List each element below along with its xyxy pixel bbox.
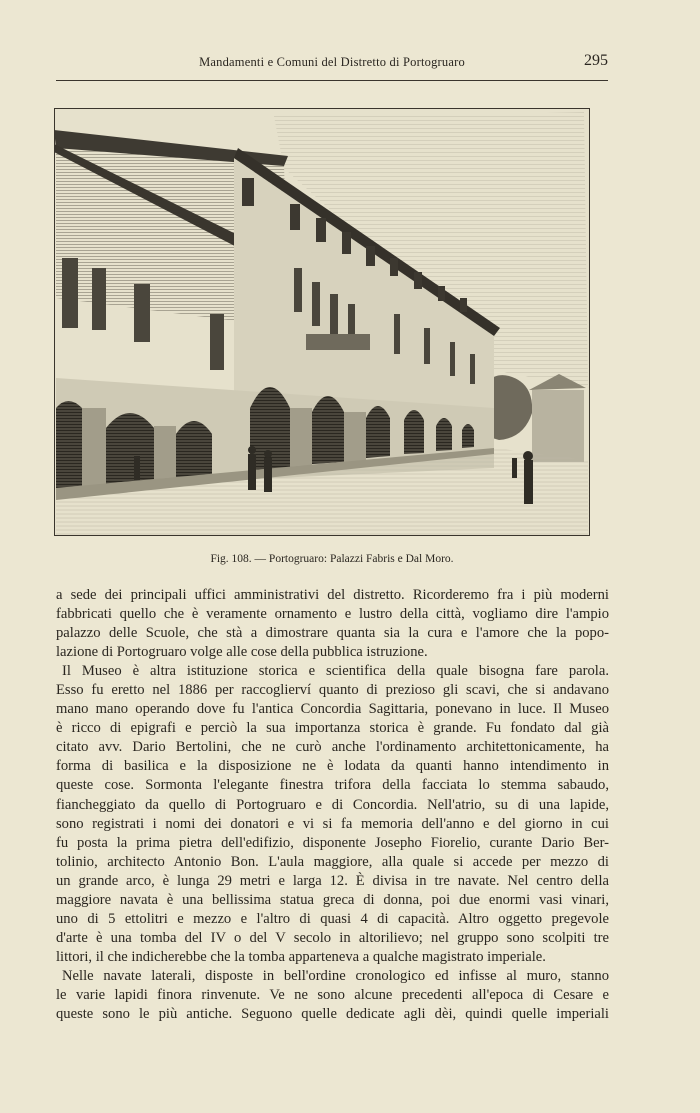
text-line: fiancheggiato da quello di Portogruaro e di Concordia. Nell'atrio, su di una lapide,	[56, 796, 609, 813]
engraving-illustration	[54, 108, 590, 536]
text-line: forma di basilica e la disposizione ne è lodata da quanti hanno intendimento in	[56, 758, 609, 775]
figure-caption: Fig. 108. — Portogruaro: Palazzi Fabris e Dal Moro.	[210, 553, 454, 565]
text-line: è ricco di epigrafi e perciò la sua importanza storica è grande. Fu fondato dal già	[56, 720, 609, 737]
text-line: queste cose. Sormonta l'elegante finestra trifora della facciata lo stemma sabaudo,	[56, 777, 609, 794]
text-line: a sede dei principali uffici amministrativi del distretto. Ricorderemo fra i più moderni	[56, 587, 609, 603]
text-line: tolinio, architecto Antonio Bon. L'aula maggiore, alla quale si accede per mezzo di	[56, 853, 609, 870]
text-line: littori, il che indicherebbe che la tomba apparteneva a qualche magistrato imperiale.	[56, 948, 546, 965]
text-line: maggiore navata è una bellissima statua greca di donna, poi due enormi vasi vinari,	[56, 891, 609, 908]
text-line: queste sono le più antiche. Seguono quelle dedicate agli dèi, quindi quelle imperiali	[56, 1006, 609, 1023]
text-line: le varie lapidi finora rinvenute. Ve ne sono alcune precedenti all'epoca di Cesare e	[56, 986, 609, 1003]
text-line: fabbricati quello che è veramente ornamento e lustro della città, vogliamo dire l'ampio	[56, 606, 609, 623]
body-text	[56, 586, 609, 1024]
text-line: citato avv. Dario Bertolini, che ne curò anche l'ordinamento architettonicamente, ha	[56, 739, 609, 756]
text-line: palazzo delle Scuole, che stà a dimostrare quanta sia la cura e l'amore che la popo-	[56, 625, 609, 642]
text-line: fu posta la prima pietra dell'edifizio, disponente Josepho Fiorelio, curante Dario Ber-	[56, 834, 609, 851]
text-line: lazione di Portogruaro volge alle cose della pubblica istruzione.	[56, 644, 428, 661]
text-line: uno di 5 ettolitri e mezzo e l'altro di quasi 4 di capacità. Altro oggetto pregevole	[56, 910, 609, 927]
page-number: 295	[584, 52, 608, 69]
page-header	[56, 52, 608, 74]
text-line: mano mano operando dove fu l'antica Concordia Sagittaria, ponevano in luce. Il Museo	[56, 701, 609, 718]
text-line: Esso fu eretto nel 1886 per raccoglierví quanto di prezioso gli scavi, che si andavano	[56, 682, 609, 699]
text-line: d'arte è una tomba del IV o del V secolo in altorilievo; nel gruppo sono scolpiti tre	[56, 929, 609, 946]
running-title: Mandamenti e Comuni del Distretto di Portogruaro	[199, 55, 465, 69]
text-line: Nelle navate laterali, disposte in bell'ordine cronologico ed infisse al muro, stanno	[62, 967, 609, 984]
text-line: Il Museo è altra istituzione storica e scientifica della quale bisogna fare parola.	[62, 663, 609, 680]
text-line: sono registrati i nomi dei donatori e vi si fa memoria dell'anno e del giorno in cui	[56, 815, 609, 832]
header-rule	[56, 80, 608, 81]
text-line: un grande arco, è lunga 29 metri e larga 12. È divisa in tre navate. Nel centro della	[56, 872, 609, 889]
